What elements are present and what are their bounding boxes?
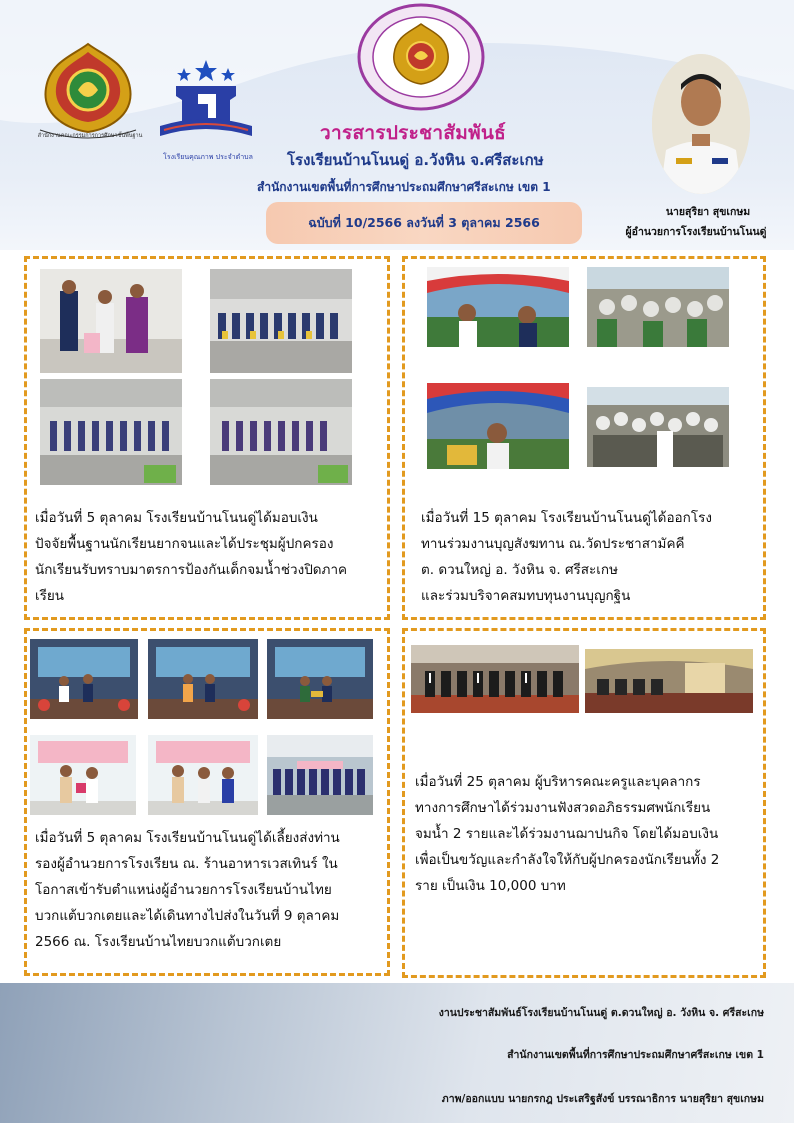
caption-line: โอกาสเข้ารับตำแหน่งผู้อำนวยการโรงเรียนบ้านไทย <box>35 882 332 898</box>
caption-line: และร่วมบริจาคสมทบทุนงานบุญกฐิน <box>421 588 631 604</box>
caption-line: รองผู้อำนวยการโรงเรียน ณ. ร้านอาหารเวสเทินร์ ใน <box>35 856 338 872</box>
caption-line: เรียน <box>35 588 65 604</box>
news-box-merit-making <box>402 256 766 620</box>
caption-line: บวกแต้บวกเตยและได้เดินทางไปส่งในวันที่ 9 ตุลาคม <box>35 908 340 924</box>
issue-badge <box>266 202 582 244</box>
director-photo <box>652 54 750 194</box>
caption-line: เมื่อวันที่ 15 ตุลาคม โรงเรียนบ้านโนนดู่ได้ออกโรง <box>421 510 712 526</box>
photo-farewell-6 <box>267 735 373 815</box>
obec-emblem-logo <box>34 42 142 146</box>
office-name: สำนักงานเขตพื้นที่การศึกษาประถมศึกษาศรีสะเกษ เขต 1 <box>257 180 551 194</box>
news-box-condolence <box>402 628 766 978</box>
caption-line: ต. ดวนใหญ่ อ. วังหิน จ. ศรีสะเกษ <box>421 562 618 578</box>
school-seal-logo <box>356 2 486 112</box>
photo-farewell-4 <box>30 735 136 815</box>
caption-merit-making <box>421 505 761 609</box>
footer-credit-line-2: สำนักงานเขตพื้นที่การศึกษาประถมศึกษาศรีสะเกษ เขต 1 <box>507 1049 764 1061</box>
caption-line: ทางการศึกษาได้ร่วมงานฟังสวดอภิธรรมศพนักเรียน <box>415 800 711 816</box>
newsletter-title: วารสารประชาสัมพันธ์ <box>320 122 507 144</box>
quality-logo-caption: โรงเรียนคุณภาพ ประจำตำบล <box>163 153 253 161</box>
issue-text: ฉบับที่ 10/2566 ลงวันที่ 3 ตุลาคม 2566 <box>308 215 540 230</box>
news-box-donation <box>24 256 390 620</box>
photo-donation-3 <box>40 379 182 485</box>
photo-condolence-1 <box>411 645 579 713</box>
photo-donation-4 <box>210 379 352 485</box>
caption-line: จมน้ำ 2 รายและได้ร่วมงานฌาปนกิจ โดยได้มอบเงิน <box>415 826 719 842</box>
photo-farewell-2 <box>148 639 258 719</box>
caption-line: เมื่อวันที่ 5 ตุลาคม โรงเรียนบ้านโนนดู่ได้เลี้ยงส่งท่าน <box>35 830 340 846</box>
school-name: โรงเรียนบ้านโนนดู่ อ.วังหิน จ.ศรีสะเกษ <box>287 151 544 169</box>
photo-merit-1 <box>427 267 569 347</box>
caption-line: นักเรียนรับทราบมาตรการป้องกันเด็กจมน้ำช่วงปิดภาค <box>35 562 348 578</box>
photo-donation-2 <box>210 269 352 373</box>
photo-merit-4 <box>587 387 729 467</box>
director-name: นายสุริยา สุขเกษม <box>665 206 751 218</box>
photo-farewell-3 <box>267 639 373 719</box>
caption-line: 2566 ณ. โรงเรียนบ้านไทยบวกแต้บวกเตย <box>35 934 282 950</box>
obec-logo-caption: สำนักงานคณะกรรมการการศึกษาขั้นพื้นฐาน <box>37 133 143 139</box>
caption-donation <box>35 505 385 609</box>
photo-condolence-2 <box>585 649 753 713</box>
footer-credit-line-3: ภาพ/ออกแบบ นายกรกฎ ประเสริฐสังข์ บรรณาธิการ นายสุริยา สุขเกษม <box>441 1093 764 1105</box>
caption-line: ทานร่วมงานบุญสังฆทาน ณ.วัดประชาสามัคคี <box>421 536 685 552</box>
director-title: ผู้อำนวยการโรงเรียนบ้านโนนดู่ <box>625 226 767 238</box>
footer-credit-line-1: งานประชาสัมพันธ์โรงเรียนบ้านโนนดู่ ต.ดวนใหญ่ อ. วังหิน จ. ศรีสะเกษ <box>438 1007 764 1019</box>
caption-line: เพื่อเป็นขวัญและกำลังใจให้กับผู้ปกครองนักเรียนทั้ง 2 <box>415 852 720 868</box>
photo-merit-2 <box>587 267 729 347</box>
caption-line: เมื่อวันที่ 5 ตุลาคม โรงเรียนบ้านโนนดู่ได้มอบเงิน <box>35 510 318 526</box>
photo-farewell-1 <box>30 639 138 719</box>
caption-line: ราย เป็นเงิน 10,000 บาท <box>415 878 566 894</box>
caption-line: เมื่อวันที่ 25 ตุลาคม ผู้บริหารคณะครูและบุคลากร <box>415 774 701 790</box>
quality-school-logo <box>150 56 262 152</box>
news-box-farewell <box>24 628 390 976</box>
caption-condolence <box>415 769 763 899</box>
photo-farewell-5 <box>148 735 258 815</box>
caption-farewell <box>35 825 385 955</box>
photo-merit-3 <box>427 383 569 469</box>
caption-line: ปัจจัยพื้นฐานนักเรียนยากจนและได้ประชุมผู้ปกครอง <box>35 536 334 552</box>
photo-donation-1 <box>40 269 182 373</box>
